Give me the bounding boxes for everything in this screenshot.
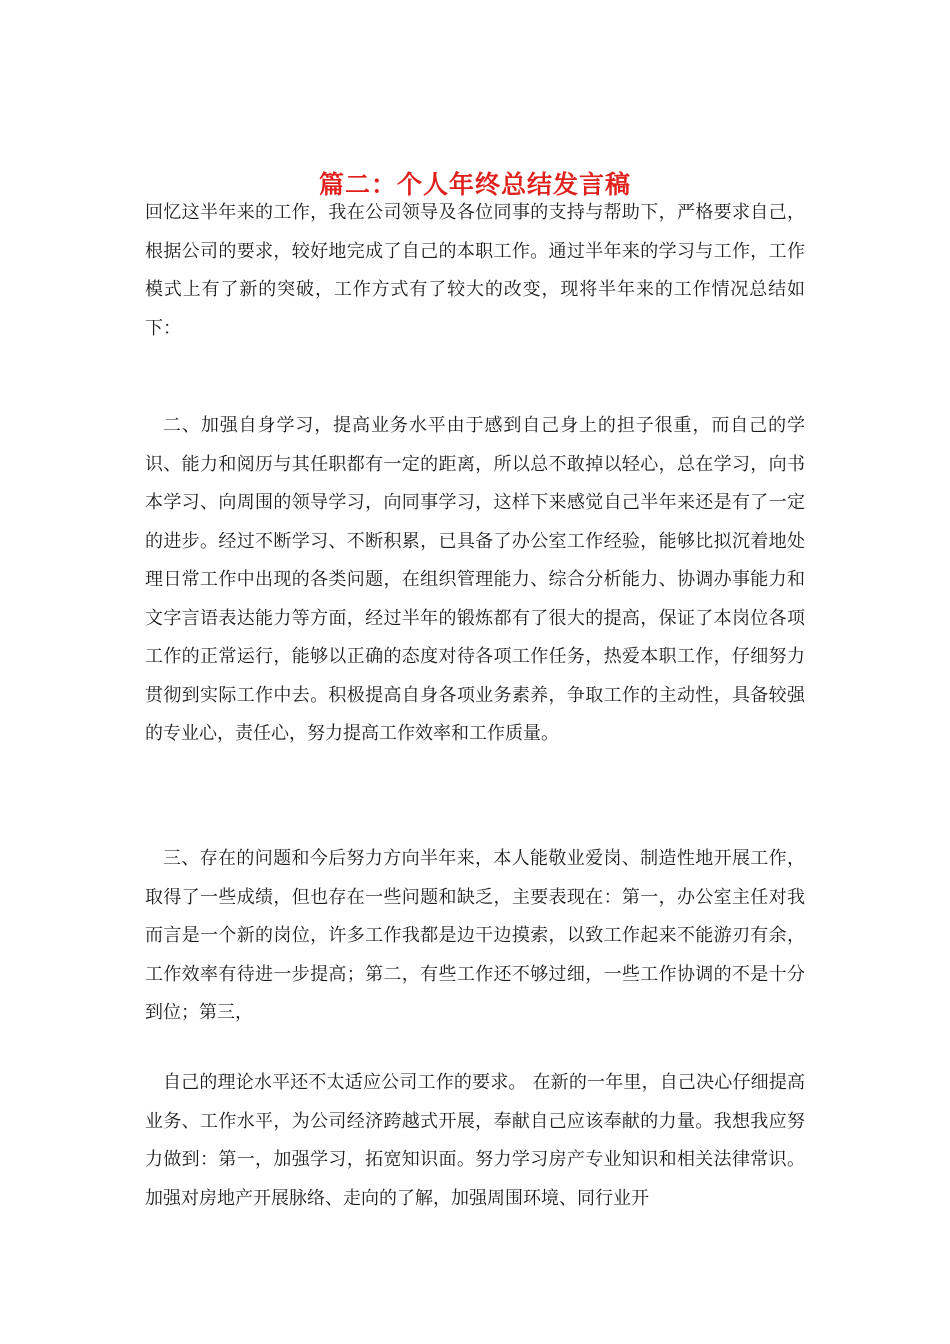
- document-title: 篇二：个人年终总结发言稿: [318, 169, 631, 199]
- paragraph-section-three: 三、存在的问题和今后努力方向半年来，本人能敬业爱岗、制造性地开展工作，取得了一些成绩，但也存在一些问题和缺乏，主要表现在：第一，办公室主任对我而言是一个新的岗位，许多工作我都是边干边摸索，以致工作起来不能游刃有余，工作效率有待进一步提高；第二，有些工作还不够过细，一些工作协调的不是十分到位；第三，: [145, 848, 805, 1023]
- paragraph-continuation: 自己的理论水平还不太适应公司工作的要求。 在新的一年里，自己决心仔细提高业务、工作水平，为公司经济跨越式开展，奉献自己应该奉献的力量。我想我应努力做到：第一，加强学习，拓宽知识面。努力学习房产专业知识和相关法律常识。加强对房地产开展脉络、走向的了解，加强周围环境、同行业开: [145, 1072, 805, 1209]
- paragraph-section-two: 二、加强自身学习，提高业务水平由于感到自己身上的担子很重，而自己的学识、能力和阅历与其任职都有一定的距离，所以总不敢掉以轻心，总在学习，向书本学习、向周围的领导学习，向同事学习，这样下来感觉自己半年来还是有了一定的进步。经过不断学习、不断积累，已具备了办公室工作经验，能够比拟沉着地处理日常工作中出现的各类问题，在组织管理能力、综合分析能力、协调办事能力和文字言语表达能力等方面，经过半年的锻炼都有了很大的提高，保证了本岗位各项工作的正常运行，能够以正确的态度对待各项工作任务，热爱本职工作，仔细努力贯彻到实际工作中去。积极提高自身各项业务素养，争取工作的主动性，具备较强的专业心，责任心，努力提高工作效率和工作质量。: [145, 415, 805, 744]
- paragraph-intro: 回忆这半年来的工作，我在公司领导及各位同事的支持与帮助下，严格要求自己，根据公司的要求，较好地完成了自己的本职工作。通过半年来的学习与工作，工作模式上有了新的突破，工作方式有了较大的改变，现将半年来的工作情况总结如下：: [145, 202, 805, 339]
